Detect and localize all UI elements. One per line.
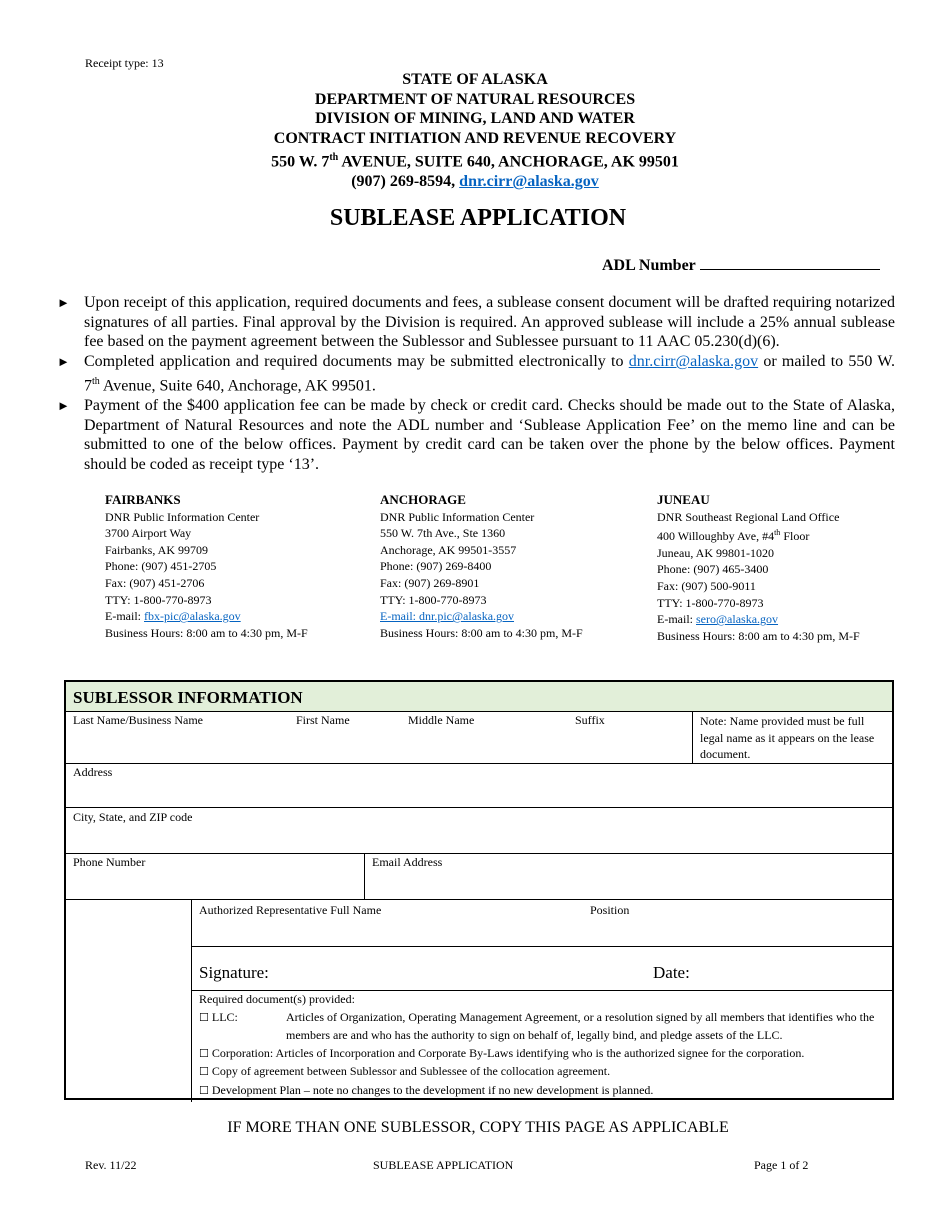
first-name-field[interactable]: First Name — [296, 713, 350, 727]
sublessor-form — [64, 680, 894, 1100]
checkbox-icon[interactable]: ☐ — [199, 1011, 209, 1024]
agency-header — [0, 70, 950, 192]
checkbox-icon[interactable]: ☐ — [199, 1084, 209, 1097]
checkbox-icon[interactable]: ☐ — [199, 1047, 209, 1060]
signature-field[interactable]: Signature: — [199, 963, 269, 982]
suffix-field[interactable]: Suffix — [575, 713, 605, 727]
header-address: 550 W. 7th AVENUE, SUITE 640, ANCHORAGE, AK 99501 — [271, 152, 679, 171]
footer-title: SUBLEASE APPLICATION — [373, 1158, 514, 1172]
adl-number-blank[interactable] — [700, 255, 880, 270]
page-title: SUBLEASE APPLICATION — [329, 205, 627, 231]
anchorage-email-link[interactable]: E-mail: dnr.pic@alaska.gov — [380, 609, 515, 624]
header-office: CONTRACT INITIATION AND REVENUE RECOVERY — [273, 129, 677, 147]
office-anchorage: ANCHORAGE DNR Public Information Center 550 W. 7th Ave., Ste 1360 Anchorage, AK 99501-3557 Phone: (907) 269-8400 Fax: (907) 269-8901 TTY: 1-800-770-8973 E-mail: dnr.pic@alaska.gov Business Hours: 8:00 am to 4:30 pm, M-F — [380, 492, 583, 640]
authorized-rep-name-field[interactable]: Authorized Representative Full Name — [199, 903, 382, 917]
instruction-item: ► Completed application and required documents may be submitted electronically to dnr.cirr@alaska.gov or mailed to 550 W. 7th Avenue, Suite 640, Anchorage, AK 99501. — [57, 353, 895, 395]
required-docs-title: Required document(s) provided: — [199, 992, 355, 1006]
copy-page-note: IF MORE THAN ONE SUBLESSOR, COPY THIS PAGE AS APPLICABLE — [227, 1119, 729, 1136]
date-field[interactable]: Date: — [653, 963, 690, 982]
instructions-list — [57, 293, 895, 475]
position-field[interactable]: Position — [590, 903, 630, 917]
arrow-icon: ► — [57, 295, 70, 310]
copy-agreement-checkbox[interactable]: ☐ Copy of agreement between Sublessor and Sublessee of the collocation agreement. — [199, 1064, 611, 1078]
name-note: Note: Name provided must be full legal name as it appears on the lease document. — [700, 714, 875, 761]
city-state-zip-field[interactable]: City, State, and ZIP code — [73, 810, 193, 824]
cirr-email-link[interactable]: dnr.cirr@alaska.gov — [628, 353, 759, 371]
page-number: Page 1 of 2 — [754, 1158, 809, 1172]
address-field[interactable]: Address — [73, 765, 113, 779]
arrow-icon: ► — [57, 354, 70, 370]
adl-number-field[interactable]: ADL Number — [602, 255, 880, 275]
email-address-field[interactable]: Email Address — [372, 855, 443, 869]
instruction-item: ► Upon receipt of this application, required documents and fees, a sublease consent document will be drafted requiring notarized signatures of all parties. Final approval by the Division is required. An approved sublease will include a 25% annual sublease fee based on the payment agreement between the Sublessor and Sublessee pursuant to 11 AAC 05.230(d)(6). — [57, 294, 895, 351]
office-fairbanks: FAIRBANKS DNR Public Information Center 3700 Airport Way Fairbanks, AK 99709 Phone: (907) 451-2705 Fax: (907) 451-2706 TTY: 1-800-770-8973 E-mail: fbx-pic@alaska.gov Business Hours: 8:00 am to 4:30 pm, M-F — [105, 492, 308, 640]
revision-label: Rev. 11/22 — [85, 1158, 137, 1172]
middle-name-field[interactable]: Middle Name — [408, 713, 475, 727]
header-contact: (907) 269-8594, dnr.cirr@alaska.gov — [351, 173, 599, 191]
llc-checkbox[interactable]: ☐ LLC: — [199, 1010, 238, 1024]
last-name-field[interactable]: Last Name/Business Name — [73, 713, 203, 727]
header-email-link[interactable]: dnr.cirr@alaska.gov — [459, 173, 599, 191]
juneau-email-link[interactable]: sero@alaska.gov — [696, 612, 779, 627]
header-department: DEPARTMENT OF NATURAL RESOURCES — [314, 90, 636, 108]
phone-number-field[interactable]: Phone Number — [73, 855, 146, 869]
fairbanks-email-link[interactable]: fbx-pic@alaska.gov — [144, 609, 241, 624]
development-plan-checkbox[interactable]: ☐ Development Plan – note no changes to the development if no new development is planned. — [199, 1083, 654, 1097]
corporation-checkbox[interactable]: ☐ Corporation: Articles of Incorporation and Corporate By-Laws identifying who is the authorized signee for the corporation. — [199, 1046, 805, 1060]
header-division: DIVISION OF MINING, LAND AND WATER — [315, 110, 635, 128]
llc-description: Articles of Organization, Operating Management Agreement, or a resolution signed by all members that identifies who the members are and who has the authority to sign on behalf of, legally bind, and pledge assets of the LLC. — [286, 1010, 875, 1042]
receipt-type: Receipt type: 13 — [85, 56, 164, 70]
arrow-icon: ► — [57, 397, 70, 413]
header-state: STATE OF ALASKA — [402, 71, 548, 88]
section-title: SUBLESSOR INFORMATION — [66, 682, 892, 712]
office-juneau: JUNEAU DNR Southeast Regional Land Office 400 Willoughby Ave, #4th Floor Juneau, AK 99801-1020 Phone: (907) 465-3400 Fax: (907) 500-9011 TTY: 1-800-770-8973 E-mail: sero@alaska.gov Business Hours: 8:00 am to 4:30 pm, M-F — [657, 492, 860, 643]
instruction-item: ► Payment of the $400 application fee can be made by check or credit card. Checks should be made out to the State of Alaska, Department of Natural Resources and note the ADL number and ‘Sublease Application Fee’ on the memo line and can be submitted to one of the below offices. Payment by credit card can be taken over the phone by the below offices. Payment should be coded as receipt type ‘13’. — [57, 396, 895, 473]
checkbox-icon[interactable]: ☐ — [199, 1065, 209, 1078]
